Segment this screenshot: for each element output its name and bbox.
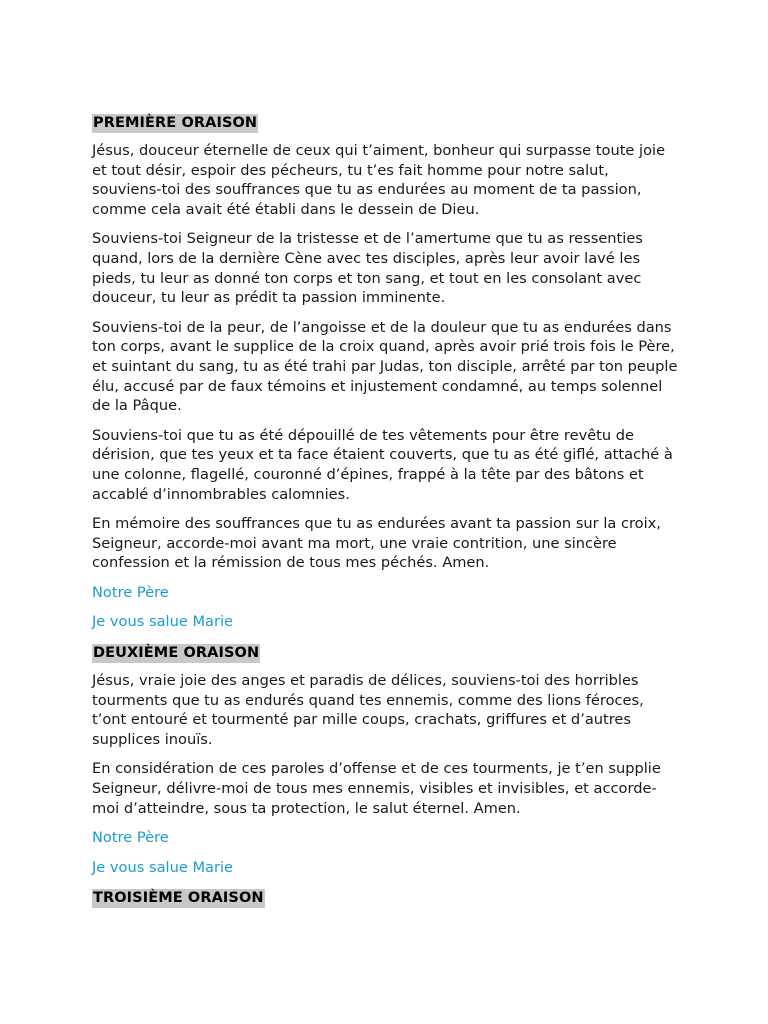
section-heading-row (92, 642, 682, 671)
link-je-vous-salue-marie[interactable]: Je vous salue Marie (92, 858, 234, 876)
document-page (92, 112, 682, 916)
section-heading: TROISIÈME ORAISON (93, 890, 264, 907)
section-heading: PREMIÈRE ORAISON (93, 115, 258, 131)
section-heading-row (92, 112, 682, 141)
link-notre-pere[interactable]: Notre Père (92, 583, 169, 601)
paragraph: Souviens-toi que tu as été dépouillé de tes vêtements pour être revêtu de dérision, que tes yeux et ta face étaient couverts, que tu as été giflé, attaché à une colonne, flagellé, couronné d’épines, frappé à la tête par des bâtons et accablé d’innombrables calomnies. (92, 426, 673, 503)
paragraph: Jésus, douceur éternelle de ceux qui t’aiment, bonheur qui surpasse toute joie et tout désir, espoir des pécheurs, tu t’es fait homme pour notre salut, souviens-toi des souffrances que tu as endurées au moment de ta passion, comme cela avait été établi dans le dessein de Dieu. (92, 142, 666, 219)
paragraph: En mémoire des souffrances que tu as endurées avant ta passion sur la croix, Seigneur, accorde-moi avant ma mort, une vraie contrition, une sincère confession et la rémission de tous mes péchés. Amen. (92, 514, 661, 572)
link-notre-pere[interactable]: Notre Père (92, 828, 169, 846)
paragraph: Jésus, vraie joie des anges et paradis de délices, souviens-toi des horribles tourments que tu as endurés quand tes ennemis, comme des lions féroces, t’ont entouré et tourmenté par mille coups, crachats, griffures et d’autres supplices inouïs. (92, 671, 644, 749)
paragraph: En considération de ces paroles d’offense et de ces tourments, je t’en supplie Seigneur, délivre-moi de tous mes ennemis, visibles et invisibles, et accorde-moi d’atteindre, sous ta protection, le salut éternel. Amen. (92, 760, 661, 817)
section-heading-row (92, 887, 682, 916)
link-je-vous-salue-marie[interactable]: Je vous salue Marie (92, 613, 234, 631)
section-heading: DEUXIÈME ORAISON (93, 644, 260, 661)
paragraph: Souviens-toi de la peur, de l’angoisse et de la douleur que tu as endurées dans ton corps, avant le supplice de la croix quand, après avoir prié trois fois le Père, et suintant du sang, tu as été trahi par Judas, ton disciple, arrêté par ton peuple élu, accusé par de faux témoins et injustement condamné, au temps solennel de la Pâque. (92, 318, 678, 415)
paragraph: Souviens-toi Seigneur de la tristesse et de l’amertume que tu as ressenties quand, lors de la dernière Cène avec tes disciples, après leur avoir lavé les pieds, tu leur as donné ton corps et ton sang, et tout en les consolant avec douceur, tu leur as prédit ta passion imminente. (92, 230, 643, 307)
